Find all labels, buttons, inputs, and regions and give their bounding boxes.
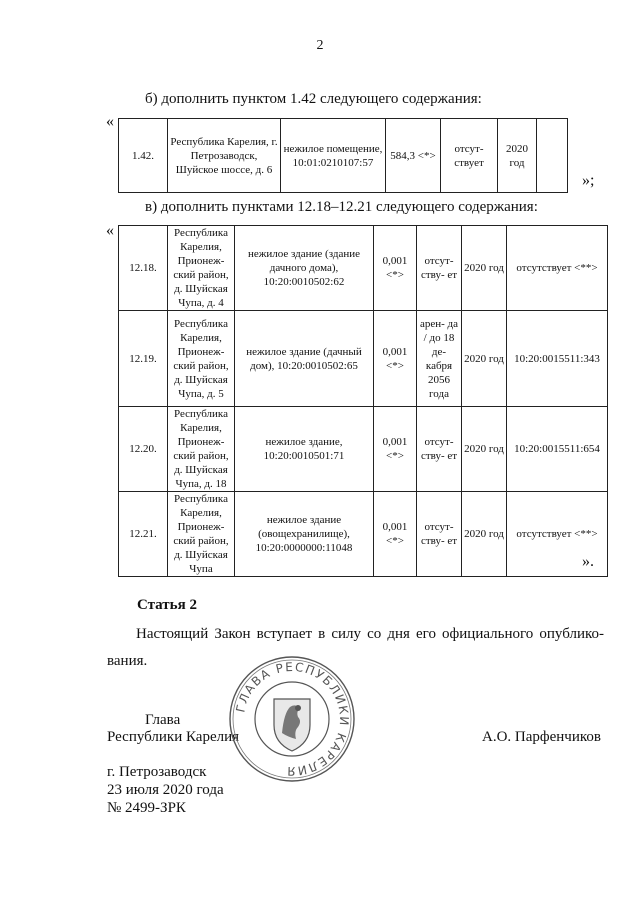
- cell-area: 0,001 <*>: [374, 311, 417, 407]
- cell-year: 2020 год: [462, 492, 507, 577]
- cell-num: 12.21.: [119, 492, 168, 577]
- signatory-title-line1: Глава: [145, 712, 181, 728]
- cell-num: 1.42.: [119, 119, 168, 193]
- table-row: [119, 311, 608, 407]
- footer-date: 23 июля 2020 года: [107, 782, 224, 798]
- section-b-close-quote: »;: [582, 172, 595, 189]
- page-number: 2: [316, 38, 324, 53]
- cell-extra: [537, 119, 568, 193]
- cell-encumbrance: арен- да / до 18 де- кабря 2056 года: [417, 311, 462, 407]
- cell-year: 2020 год: [462, 311, 507, 407]
- article-text: Настоящий Закон вступает в силу со дня его официального опублико- вания.: [107, 626, 604, 669]
- cell-address: Республика Карелия, г. Петрозаводск, Шуйское шоссе, д. 6: [168, 119, 281, 193]
- cell-area: 0,001 <*>: [374, 226, 417, 311]
- cell-address: Республика Карелия, Прионеж- ский район, д. Шуйская Чупа, д. 18: [168, 407, 235, 492]
- section-b-open-quote: «: [106, 113, 114, 130]
- signatory-title-line2: Республики Карелия: [107, 729, 240, 745]
- cell-area: 0,001 <*>: [374, 492, 417, 577]
- cell-object: нежилое здание (здание дачного дома), 10:20:0010502:62: [235, 226, 374, 311]
- section-v-intro: в) дополнить пунктами 12.18–12.21 следующего содержания:: [145, 199, 538, 215]
- cell-num: 12.18.: [119, 226, 168, 311]
- seal-text: ГЛАВА РЕСПУБЛИКИ КАРЕЛИЯ: [233, 659, 352, 779]
- cell-area: 0,001 <*>: [374, 407, 417, 492]
- table-section-b: [118, 118, 568, 193]
- cell-encumbrance: отсут- ству- ет: [417, 407, 462, 492]
- cell-encumbrance: отсут- ству- ет: [417, 492, 462, 577]
- cell-object: нежилое здание, 10:20:0010501:71: [235, 407, 374, 492]
- cell-address: Республика Карелия, Прионеж- ский район, д. Шуйская Чупа, д. 5: [168, 311, 235, 407]
- article-title: Статья 2: [137, 597, 197, 613]
- cell-encumbrance: отсут- ствует: [441, 119, 498, 193]
- cell-object: нежилое здание (овощехранилище), 10:20:0000000:11048: [235, 492, 374, 577]
- coat-of-arms-icon: [274, 699, 310, 751]
- cell-year: 2020 год: [462, 407, 507, 492]
- cell-object: нежилое здание (дачный дом), 10:20:0010502:65: [235, 311, 374, 407]
- footer-city: г. Петрозаводск: [107, 764, 207, 780]
- cell-cadastral: 10:20:0015511:654: [507, 407, 608, 492]
- table-row: [119, 119, 568, 193]
- cell-year: 2020 год: [498, 119, 537, 193]
- section-b-intro: б) дополнить пунктом 1.42 следующего содержания:: [145, 91, 482, 107]
- cell-cadastral: отсутствует <**>: [507, 226, 608, 311]
- section-v-open-quote: «: [106, 222, 114, 239]
- footer-number: № 2499-ЗРК: [107, 800, 186, 816]
- table-row: [119, 492, 608, 577]
- signatory-name: А.О. Парфенчиков: [482, 729, 601, 745]
- cell-object: нежилое помещение, 10:01:0210107:57: [281, 119, 386, 193]
- cell-num: 12.20.: [119, 407, 168, 492]
- table-row: [119, 226, 608, 311]
- table-row: [119, 407, 608, 492]
- cell-num: 12.19.: [119, 311, 168, 407]
- table-section-v: [118, 225, 608, 577]
- section-v-close-quote: ».: [582, 553, 594, 570]
- cell-year: 2020 год: [462, 226, 507, 311]
- cell-area: 584,3 <*>: [386, 119, 441, 193]
- cell-encumbrance: отсут- ству- ет: [417, 226, 462, 311]
- cell-cadastral: 10:20:0015511:343: [507, 311, 608, 407]
- official-seal: [226, 653, 358, 785]
- cell-address: Республика Карелия, Прионеж- ский район, д. Шуйская Чупа: [168, 492, 235, 577]
- cell-address: Республика Карелия, Прионеж- ский район, д. Шуйская Чупа, д. 4: [168, 226, 235, 311]
- cell-cadastral: отсутствует <**>: [507, 492, 608, 577]
